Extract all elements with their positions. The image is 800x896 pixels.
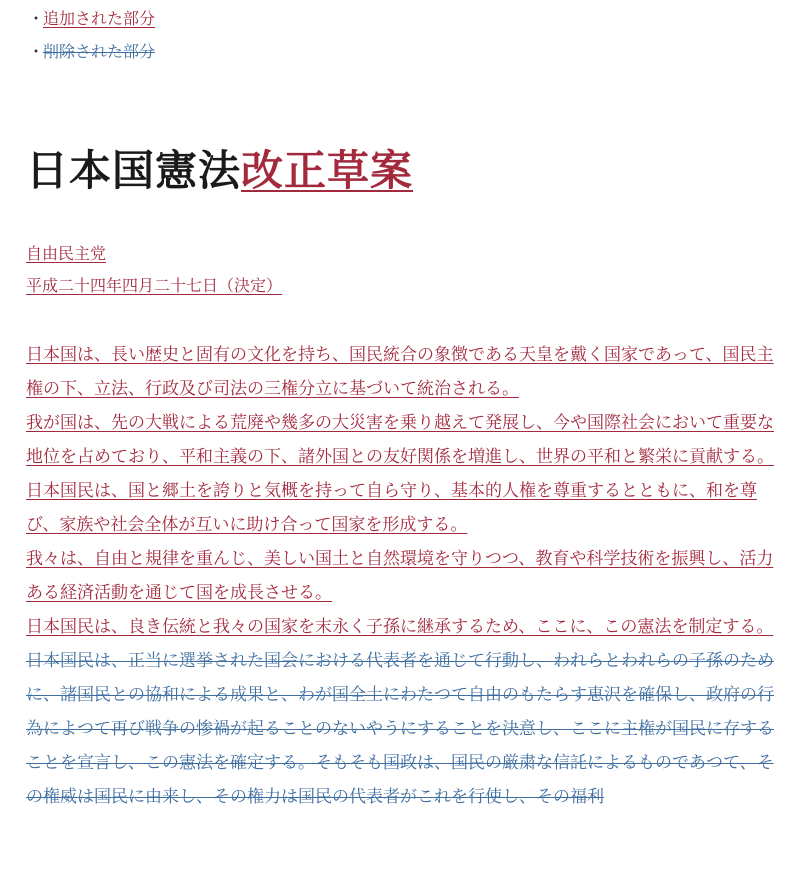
title-base: 日本国憲法: [26, 146, 242, 195]
document-meta: [26, 238, 282, 302]
preamble: [26, 338, 774, 814]
added-paragraph: 我々は、自由と規律を重んじ、美しい国土と自然環境を守りつつ、教育や科学技術を振興し、活力ある経済活動を通じて国を成長させる。: [26, 549, 774, 603]
legend-added-label: 追加された部分: [43, 8, 156, 28]
added-paragraph: 日本国民は、良き伝統と我々の国家を末永く子孫に継承するため、ここに、この憲法を制定する。: [26, 617, 774, 637]
legend-deleted-label: 削除された部分: [43, 41, 156, 61]
deleted-paragraph: 日本国民は、正当に選挙された国会における代表者を通じて行動し、われらとわれらの子孫のために、諸国民との協和による成果と、わが国全土にわたつて自由のもたらす恵沢を確保し、政府の行為によつて再び戦争の惨禍が起ることのないやうにすることを決意し、ここに主権が国民に存することを宣言し、この憲法を確定する。そもそも国政は、国民の厳粛な信託によるものであつて、その権威は国民に由来し、その権力は国民の代表者がこれを行使し、その福利: [26, 651, 774, 807]
legend-item-added: [28, 2, 155, 35]
title-added: 改正草案: [241, 146, 414, 195]
party-name: 自由民主党: [26, 244, 107, 263]
legend-item-deleted: [28, 35, 155, 68]
decision-date: 平成二十四年四月二十七日（決定）: [26, 276, 283, 295]
bullet: ・: [28, 8, 45, 28]
added-paragraph: 我が国は、先の大戦による荒廃や幾多の大災害を乗り越えて発展し、今や国際社会において重要な地位を占めており、平和主義の下、諸外国との友好関係を増進し、世界の平和と繁栄に貢献する。: [26, 413, 774, 467]
page-title: [26, 138, 413, 198]
added-paragraph: 日本国は、長い歴史と固有の文化を持ち、国民統合の象徴である天皇を戴く国家であって、国民主権の下、立法、行政及び司法の三権分立に基づいて統治される。: [26, 345, 774, 399]
added-paragraph: 日本国民は、国と郷土を誇りと気概を持って自ら守り、基本的人権を尊重するとともに、和を尊び、家族や社会全体が互いに助け合って国家を形成する。: [26, 481, 757, 535]
legend: [28, 2, 155, 68]
bullet: ・: [28, 41, 45, 61]
